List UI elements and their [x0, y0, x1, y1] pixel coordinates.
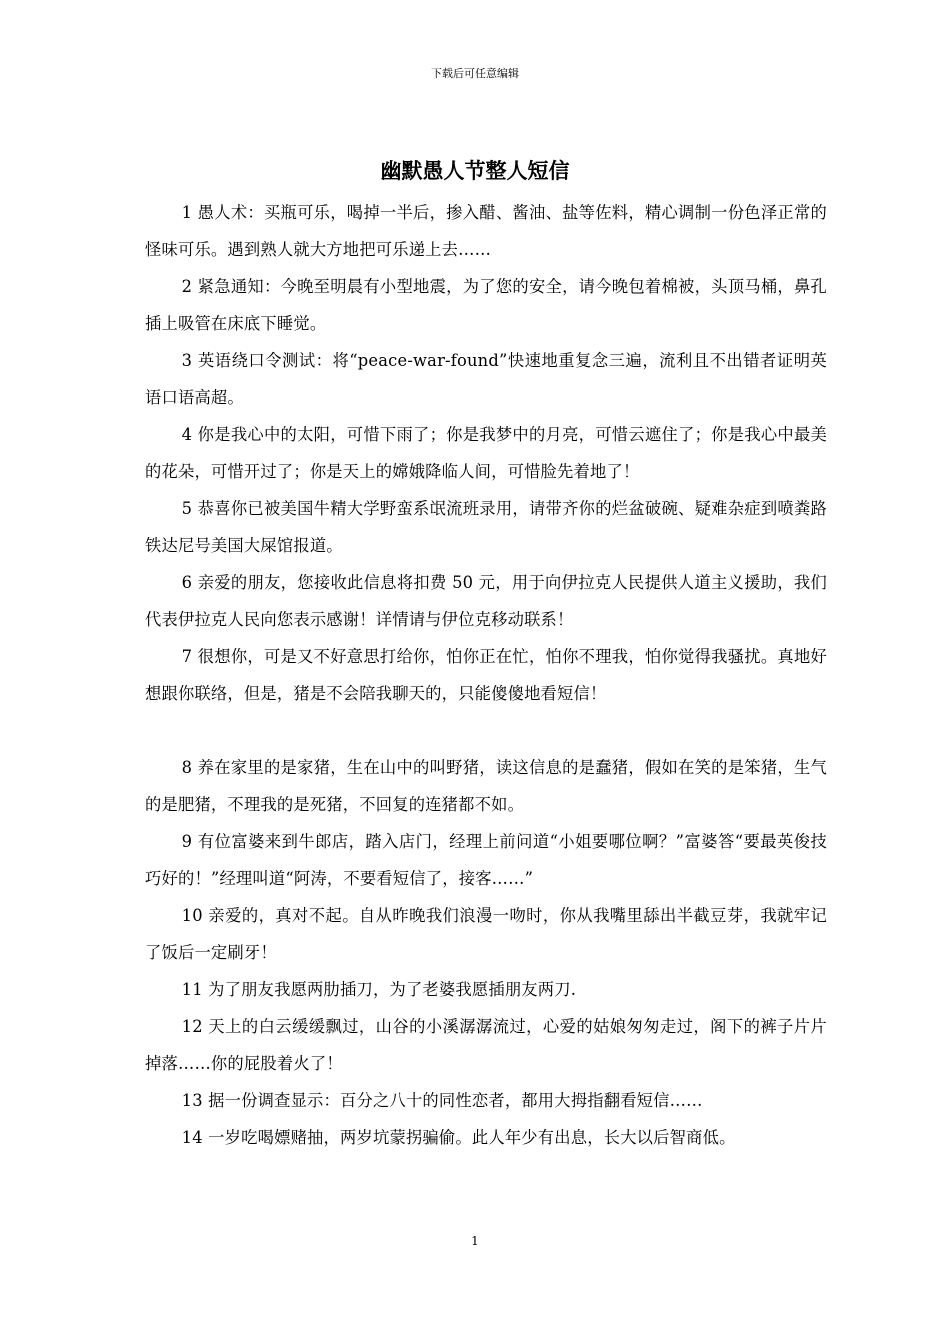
- paragraph-5: 5 恭喜你已被美国牛精大学野蛮系氓流班录用，请带齐你的烂盆破碗、疑难杂症到喷粪路铁达尼号美国大屎馆报道。: [145, 499, 827, 555]
- page-header: 下载后可任意编辑: [431, 67, 519, 80]
- document-body: [145, 194, 827, 1156]
- paragraph-6: 6 亲爱的朋友，您接收此信息将扣费 50 元，用于向伊拉克人民提供人道主义援助，我们代表伊拉克人民向您表示感谢！详情请与伊位克移动联系！: [145, 573, 827, 629]
- paragraph-7: 7 很想你，可是又不好意思打给你，怕你正在忙，怕你不理我，怕你觉得我骚扰。真地好想跟你联络，但是，猪是不会陪我聊天的，只能傻傻地看短信！: [145, 647, 827, 703]
- paragraph-2: 2 紧急通知：今晚至明晨有小型地震，为了您的安全，请今晚包着棉被，头顶马桶，鼻孔插上吸管在床底下睡觉。: [145, 277, 827, 333]
- paragraph-8: 8 养在家里的是家猪，生在山中的叫野猪，读这信息的是蠢猪，假如在笑的是笨猪，生气的是肥猪，不理我的是死猪，不回复的连猪都不如。: [145, 758, 827, 814]
- page-number: 1: [471, 1234, 479, 1248]
- paragraph-12: 12 天上的白云缓缓飘过，山谷的小溪潺潺流过，心爱的姑娘匆匆走过，阁下的裤子片片掉落……你的屁股着火了！: [145, 1017, 827, 1073]
- paragraph-3: 3 英语绕口令测试：将“peace-war-found”快速地重复念三遍，流利且不出错者证明英语口语高超。: [145, 351, 827, 407]
- paragraph-9: 9 有位富婆来到牛郎店，踏入店门，经理上前问道“小姐要哪位啊？”富婆答“要最英俊技巧好的！”经理叫道“阿涛，不要看短信了，接客……”: [145, 832, 827, 888]
- paragraph-13: 13 据一份调查显示：百分之八十的同性恋者，都用大拇指翻看短信……: [181, 1091, 703, 1110]
- document-title: 幽默愚人节整人短信: [380, 158, 570, 183]
- paragraph-11: 11 为了朋友我愿两肋插刀，为了老婆我愿插朋友两刀.: [181, 980, 577, 999]
- paragraph-14: 14 一岁吃喝嫖赌抽，两岁坑蒙拐骗偷。此人年少有出息，长大以后智商低。: [181, 1128, 736, 1147]
- paragraph-1: 1 愚人术：买瓶可乐，喝掉一半后，掺入醋、酱油、盐等佐料，精心调制一份色泽正常的怪味可乐。遇到熟人就大方地把可乐递上去……: [145, 203, 827, 259]
- blank-line: [145, 712, 827, 749]
- paragraph-10: 10 亲爱的，真对不起。自从昨晚我们浪漫一吻时，你从我嘴里舔出半截豆芽，我就牢记了饭后一定刷牙！: [145, 906, 827, 962]
- paragraph-4: 4 你是我心中的太阳，可惜下雨了；你是我梦中的月亮，可惜云遮住了；你是我心中最美的花朵，可惜开过了；你是天上的嫦娥降临人间，可惜脸先着地了！: [145, 425, 827, 481]
